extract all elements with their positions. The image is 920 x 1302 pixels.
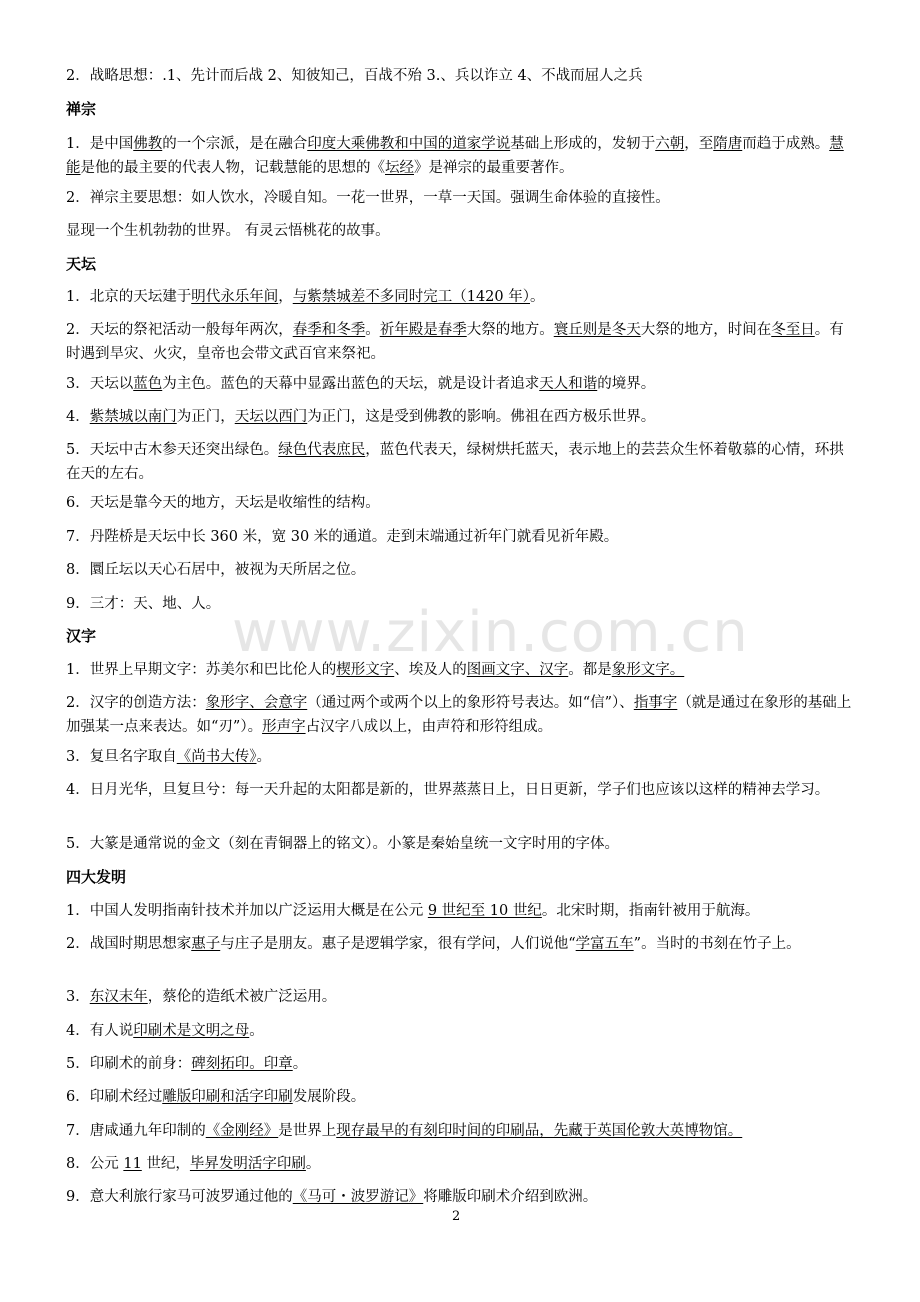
text: 基础上形成的，发轫于	[510, 136, 656, 152]
underlined-text: 印刷术是文明之母	[133, 1023, 250, 1039]
underlined-text: 11	[123, 1156, 142, 1172]
text: 与庄子是朋友。惠子是逻辑学家，很有学问，人们说他“	[220, 936, 576, 952]
underlined-text: 春季和冬季	[292, 322, 366, 338]
text: 世纪，	[141, 1156, 190, 1172]
text: 6．天坛是靠今天的地方，天坛是收缩性的结构。	[66, 495, 380, 511]
underlined-text: 现存最早的有刻印时间的印刷品，先藏于英国伦敦大英博物馆。	[336, 1123, 743, 1139]
hanzi-paragraph-5	[66, 832, 856, 856]
text: 是他的最主要的代表人物，记载慧能的思想的《	[80, 160, 385, 176]
underlined-text: 《金刚经》	[205, 1123, 279, 1139]
underlined-text: 绿色代表庶民	[278, 442, 366, 458]
text: 为正门，这是受到佛教的影响。佛祖在西方极乐世界。	[307, 409, 656, 425]
text: 5．天坛中古木参天还突出绿色。	[66, 442, 279, 458]
text: 为主色。蓝色的天幕中显露出蓝色的天坛，就是设计者追求	[162, 376, 540, 392]
underlined-text: 《马可・波罗游记》	[292, 1189, 424, 1205]
underlined-text: 蓝色	[133, 376, 163, 392]
hanzi-paragraph-1	[66, 658, 856, 682]
text: 》是禅宗的最重要著作。	[414, 160, 574, 176]
underlined-text: 冬至日	[771, 322, 815, 338]
text: 3．	[66, 989, 90, 1005]
tiantan-paragraph-5	[66, 438, 856, 486]
chan-paragraph-3	[66, 219, 856, 243]
text: 的境界。	[597, 376, 656, 392]
text: 4．	[66, 409, 90, 425]
text: 7．唐咸通九年印制的	[66, 1123, 206, 1139]
underlined-text: 象形文字。	[611, 662, 685, 678]
text: 。	[365, 322, 380, 338]
text: 。	[530, 289, 545, 305]
text: （就是通过在象形的基础上加强某一点来表达。如“刃”）。	[66, 695, 852, 735]
hanzi-paragraph-2	[66, 691, 856, 739]
text: ，蓝色代表天，绿树烘托蓝天，表示地上的芸芸众生怀着敬慕的心情，环拱在天的左右。	[66, 442, 844, 482]
text: 。	[305, 1156, 321, 1172]
underlined-text: 象形字、会意字	[205, 695, 308, 711]
strategy-text: 2．战略思想：.1、先计而后战 2、知彼知己，百战不殆 3.、兵以诈立 4、不战而屈人之兵	[66, 68, 643, 84]
underlined-text: 祈年殿是春季	[379, 322, 467, 338]
tiantan-paragraph-6	[66, 491, 856, 515]
inventions-paragraph-6	[66, 1085, 856, 1109]
tiantan-paragraph-7	[66, 525, 856, 549]
inventions-paragraph-5	[66, 1052, 856, 1076]
text: 大祭的地方。	[466, 322, 554, 338]
inventions-paragraph-3	[66, 985, 856, 1009]
text: 。	[249, 1023, 264, 1039]
tiantan-paragraph-8	[66, 558, 856, 582]
text: 为正门，	[176, 409, 235, 425]
chan-paragraph-1	[66, 132, 856, 180]
underlined-text: 学富五车	[575, 936, 634, 952]
text: ，蔡伦的造纸术被广泛运用。	[147, 989, 337, 1005]
text: 大祭的地方，时间在	[640, 322, 772, 338]
inventions-paragraph-7	[66, 1119, 856, 1143]
underlined-text: 紫禁城以南门	[89, 409, 177, 425]
inventions-paragraph-4	[66, 1019, 856, 1043]
text: 。有时遇到旱灾、火灾，皇帝也会带文武百官来祭祀。	[66, 322, 844, 362]
text: 将雕版印刷术介绍到欧洲。	[423, 1189, 598, 1205]
text: （通过两个或两个以上的象形符号表达。如“信”）、	[307, 695, 634, 711]
text: 7．丹陛桥是天坛中长 360 米，宽 30 米的通道。走到末端通过祈年门就看见祈年殿。	[66, 529, 619, 545]
text: 1．世界上早期文字：苏美尔和巴比伦人的	[66, 662, 337, 678]
text: ，至	[684, 136, 714, 152]
text: 1．中国人发明指南针技术并加以广泛运用大概是在公元	[66, 903, 428, 919]
text: ”。当时的书刻在竹子上。	[633, 936, 801, 952]
text: 5．印刷术的前身：	[66, 1056, 192, 1072]
text: 是世界上	[278, 1123, 337, 1139]
underlined-text: 隋唐	[713, 136, 743, 152]
tiantan-paragraph-4	[66, 405, 856, 429]
text: ，	[278, 289, 293, 305]
chan-paragraph-2	[66, 186, 856, 210]
text: 发展阶段。	[292, 1089, 366, 1105]
underlined-text: 碑刻拓印。印章	[191, 1056, 293, 1072]
text: 1．北京的天坛建于	[66, 289, 192, 305]
hanzi-paragraph-4	[66, 778, 856, 802]
text: 。都是	[568, 662, 612, 678]
watermark: www.zixin.com.cn	[232, 600, 749, 665]
text: 2．汉字的创造方法：	[66, 695, 206, 711]
underlined-text: 东汉末年	[89, 989, 148, 1005]
underlined-text: 寰丘则是冬天	[553, 322, 641, 338]
strategy-paragraph	[66, 64, 856, 88]
underlined-text: 印度大乘佛教和中国的道家学说	[307, 136, 511, 152]
underlined-text: 坛经	[385, 160, 414, 176]
text: 的一个宗派，是在融合	[162, 136, 308, 152]
underlined-text: 楔形文字	[336, 662, 395, 678]
text: 。	[292, 1056, 308, 1072]
text: 4．有人说	[66, 1023, 134, 1039]
underlined-text: 明代永乐年间	[191, 289, 279, 305]
underlined-text: 9 世纪至 10 世纪	[427, 903, 542, 919]
hanzi-paragraph-3	[66, 745, 856, 769]
underlined-text: 毕昇发明活字印刷	[189, 1156, 306, 1172]
text: 6．印刷术经过	[66, 1089, 163, 1105]
text: 9．意大利旅行家马可波罗通过他的	[66, 1189, 293, 1205]
inventions-paragraph-9	[66, 1185, 856, 1209]
underlined-text: 惠子	[191, 936, 221, 952]
tiantan-paragraph-9	[66, 592, 856, 616]
text: 4．日月光华，旦复旦兮：每一天升起的太阳都是新的，世界蒸蒸日上，日日更新，学子们也应该以这样的精神去学习。	[66, 782, 830, 798]
text: 8．圜丘坛以天心石居中，被视为天所居之位。	[66, 562, 366, 578]
inventions-paragraph-8	[66, 1152, 856, 1176]
tiantan-paragraph-3	[66, 372, 856, 396]
section-heading-inventions: 四大发明	[66, 868, 127, 886]
underlined-text: 天坛以西门	[234, 409, 308, 425]
text: 3．复旦名字取自	[66, 749, 177, 765]
section-heading-tiantan: 天坛	[66, 255, 97, 273]
text: 而趋于成熟。	[742, 136, 830, 152]
text: 8．公元	[66, 1156, 124, 1172]
underlined-text: 慧能	[66, 136, 844, 176]
text: 3．天坛以	[66, 376, 134, 392]
underlined-text: 《尚书大传》	[176, 749, 257, 765]
underlined-text: 六朝	[655, 136, 685, 152]
text: 。	[256, 749, 271, 765]
underlined-text: 图画文字、汉字	[466, 662, 569, 678]
inventions-paragraph-1	[66, 899, 856, 923]
underlined-text: 天人和谐	[539, 376, 598, 392]
text: 显现一个生机勃勃的世界。 有灵云悟桃花的故事。	[66, 223, 390, 239]
section-heading-hanzi: 汉字	[66, 627, 97, 645]
tiantan-paragraph-1	[66, 285, 856, 309]
underlined-text: 形声字	[262, 719, 306, 735]
text: 2．禅宗主要思想：如人饮水，冷暖自知。一花一世界，一草一天国。强调生命体验的直接性。	[66, 190, 670, 206]
underlined-text: 佛教	[133, 136, 163, 152]
page-number: 2	[452, 1209, 461, 1224]
underlined-text: 与紫禁城差不多同时完工（1420 年）	[292, 289, 530, 305]
inventions-paragraph-2	[66, 932, 856, 956]
underlined-text: 雕版印刷和活字印刷	[162, 1089, 293, 1105]
section-heading-chan: 禅宗	[66, 100, 97, 118]
text: 2．天坛的祭祀活动一般每年两次，	[66, 322, 293, 338]
text: 占汉字八成以上，由声符和形符组成。	[305, 719, 553, 735]
text: 、埃及人的	[394, 662, 467, 678]
text: 2．战国时期思想家	[66, 936, 192, 952]
text: 1．是中国	[66, 136, 134, 152]
text: 9．三才：天、地、人。	[66, 596, 221, 612]
tiantan-paragraph-2	[66, 318, 856, 366]
text: 5．大篆是通常说的金文（刻在青铜器上的铭文）。小篆是秦始皇统一文字时用的字体。	[66, 836, 619, 852]
underlined-text: 指事字	[633, 695, 678, 711]
text: 。北宋时期，指南针被用于航海。	[541, 903, 760, 919]
